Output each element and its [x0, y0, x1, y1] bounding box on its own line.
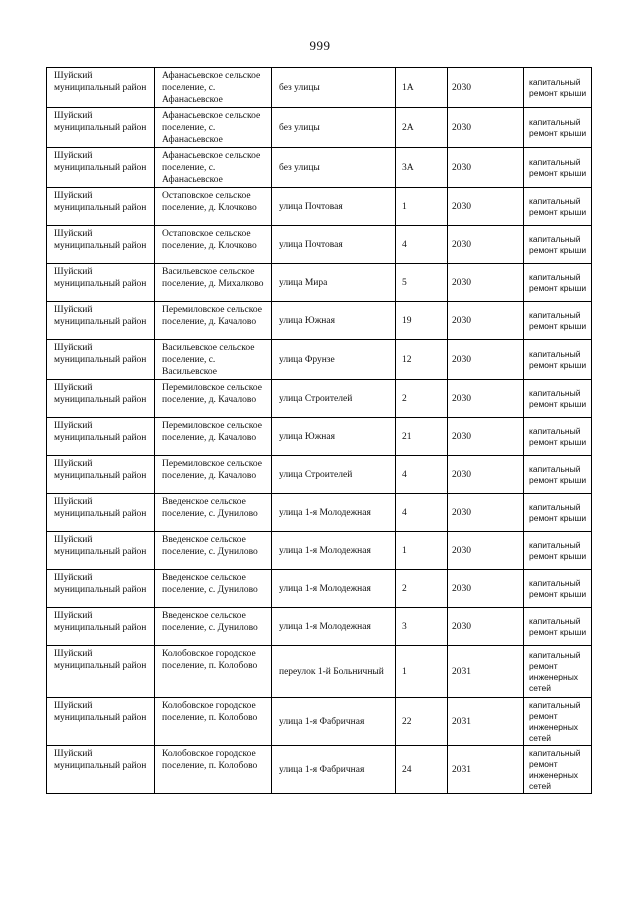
- house-number-cell: 2А: [396, 108, 448, 148]
- work-type-cell: капитальный ремонт крыши: [524, 226, 592, 264]
- house-number-cell: 4: [396, 456, 448, 494]
- house-number-cell: 1: [396, 532, 448, 570]
- house-number-cell: 22: [396, 698, 448, 746]
- work-type-cell: капитальный ремонт крыши: [524, 302, 592, 340]
- house-number-cell: 21: [396, 418, 448, 456]
- settlement-cell: Васильевское сельское поселение, д. Михалково: [155, 264, 272, 302]
- district-cell: Шуйский муниципальный район: [47, 264, 155, 302]
- street-cell: улица 1-я Молодежная: [272, 570, 396, 608]
- year-cell: 2030: [448, 570, 524, 608]
- work-type-cell: капитальный ремонт инженерных сетей: [524, 646, 592, 698]
- table-row: [47, 226, 592, 264]
- settlement-cell: Введенское сельское поселение, с. Дунилово: [155, 608, 272, 646]
- settlement-cell: Перемиловское сельское поселение, д. Качалово: [155, 302, 272, 340]
- work-type-cell: капитальный ремонт инженерных сетей: [524, 698, 592, 746]
- district-cell: Шуйский муниципальный район: [47, 340, 155, 380]
- table-row: [47, 570, 592, 608]
- work-type-cell: капитальный ремонт крыши: [524, 68, 592, 108]
- year-cell: 2030: [448, 302, 524, 340]
- settlement-cell: Введенское сельское поселение, с. Дунилово: [155, 570, 272, 608]
- house-number-cell: 2: [396, 380, 448, 418]
- district-cell: Шуйский муниципальный район: [47, 746, 155, 794]
- house-number-cell: 24: [396, 746, 448, 794]
- district-cell: Шуйский муниципальный район: [47, 68, 155, 108]
- work-type-cell: капитальный ремонт крыши: [524, 264, 592, 302]
- street-cell: улица 1-я Молодежная: [272, 494, 396, 532]
- table-row: [47, 646, 592, 698]
- table-row: [47, 608, 592, 646]
- table-row: [47, 148, 592, 188]
- settlement-cell: Остаповское сельское поселение, д. Клочково: [155, 188, 272, 226]
- street-cell: без улицы: [272, 108, 396, 148]
- house-number-cell: 3: [396, 608, 448, 646]
- work-type-cell: капитальный ремонт инженерных сетей: [524, 746, 592, 794]
- settlement-cell: Афанасьевское сельское поселение, с. Афанасьевское: [155, 108, 272, 148]
- table-row: [47, 746, 592, 794]
- settlement-cell: Перемиловское сельское поселение, д. Качалово: [155, 380, 272, 418]
- work-type-cell: капитальный ремонт крыши: [524, 608, 592, 646]
- street-cell: улица Строителей: [272, 456, 396, 494]
- house-number-cell: 2: [396, 570, 448, 608]
- table-row: [47, 532, 592, 570]
- house-number-cell: 4: [396, 494, 448, 532]
- street-cell: улица Почтовая: [272, 226, 396, 264]
- table-row: [47, 340, 592, 380]
- page-number: 999: [309, 38, 331, 53]
- settlement-cell: Афанасьевское сельское поселение, с. Афанасьевское: [155, 148, 272, 188]
- year-cell: 2030: [448, 264, 524, 302]
- settlement-cell: Колобовское городское поселение, п. Колобово: [155, 698, 272, 746]
- year-cell: 2030: [448, 494, 524, 532]
- house-number-cell: 4: [396, 226, 448, 264]
- work-type-cell: капитальный ремонт крыши: [524, 456, 592, 494]
- district-cell: Шуйский муниципальный район: [47, 608, 155, 646]
- street-cell: улица Мира: [272, 264, 396, 302]
- year-cell: 2030: [448, 380, 524, 418]
- work-type-cell: капитальный ремонт крыши: [524, 532, 592, 570]
- street-cell: переулок 1-й Больничный: [272, 646, 396, 698]
- district-cell: Шуйский муниципальный район: [47, 380, 155, 418]
- street-cell: без улицы: [272, 148, 396, 188]
- district-cell: Шуйский муниципальный район: [47, 494, 155, 532]
- district-cell: Шуйский муниципальный район: [47, 532, 155, 570]
- district-cell: Шуйский муниципальный район: [47, 646, 155, 698]
- year-cell: 2030: [448, 108, 524, 148]
- district-cell: Шуйский муниципальный район: [47, 418, 155, 456]
- street-cell: улица Почтовая: [272, 188, 396, 226]
- house-number-cell: 1: [396, 646, 448, 698]
- settlement-cell: Остаповское сельское поселение, д. Клочково: [155, 226, 272, 264]
- settlement-cell: Афанасьевское сельское поселение, с. Афанасьевское: [155, 68, 272, 108]
- district-cell: Шуйский муниципальный район: [47, 698, 155, 746]
- work-type-cell: капитальный ремонт крыши: [524, 188, 592, 226]
- street-cell: улица Южная: [272, 302, 396, 340]
- work-type-cell: капитальный ремонт крыши: [524, 418, 592, 456]
- house-number-cell: 12: [396, 340, 448, 380]
- district-cell: Шуйский муниципальный район: [47, 456, 155, 494]
- street-cell: улица Строителей: [272, 380, 396, 418]
- street-cell: улица 1-я Молодежная: [272, 608, 396, 646]
- table-row: [47, 188, 592, 226]
- table-row: [47, 456, 592, 494]
- work-type-cell: капитальный ремонт крыши: [524, 494, 592, 532]
- settlement-cell: Колобовское городское поселение, п. Колобово: [155, 746, 272, 794]
- street-cell: улица Южная: [272, 418, 396, 456]
- table-row: [47, 108, 592, 148]
- year-cell: 2031: [448, 746, 524, 794]
- year-cell: 2030: [448, 418, 524, 456]
- house-number-cell: 1А: [396, 68, 448, 108]
- year-cell: 2030: [448, 188, 524, 226]
- house-number-cell: 5: [396, 264, 448, 302]
- settlement-cell: Введенское сельское поселение, с. Дунилово: [155, 494, 272, 532]
- year-cell: 2030: [448, 456, 524, 494]
- year-cell: 2030: [448, 532, 524, 570]
- settlement-cell: Введенское сельское поселение, с. Дунилово: [155, 532, 272, 570]
- year-cell: 2030: [448, 68, 524, 108]
- year-cell: 2030: [448, 148, 524, 188]
- settlement-cell: Васильевское сельское поселение, с. Васильевское: [155, 340, 272, 380]
- table-row: [47, 302, 592, 340]
- year-cell: 2031: [448, 646, 524, 698]
- table-row: [47, 380, 592, 418]
- street-cell: улица 1-я Фабричная: [272, 698, 396, 746]
- housing-repair-table: [46, 67, 592, 794]
- district-cell: Шуйский муниципальный район: [47, 226, 155, 264]
- street-cell: улица Фрунзе: [272, 340, 396, 380]
- district-cell: Шуйский муниципальный район: [47, 570, 155, 608]
- street-cell: без улицы: [272, 68, 396, 108]
- house-number-cell: 3А: [396, 148, 448, 188]
- settlement-cell: Перемиловское сельское поселение, д. Качалово: [155, 456, 272, 494]
- work-type-cell: капитальный ремонт крыши: [524, 148, 592, 188]
- year-cell: 2031: [448, 698, 524, 746]
- table-row: [47, 698, 592, 746]
- settlement-cell: Перемиловское сельское поселение, д. Качалово: [155, 418, 272, 456]
- work-type-cell: капитальный ремонт крыши: [524, 108, 592, 148]
- district-cell: Шуйский муниципальный район: [47, 148, 155, 188]
- work-type-cell: капитальный ремонт крыши: [524, 380, 592, 418]
- table-row: [47, 494, 592, 532]
- work-type-cell: капитальный ремонт крыши: [524, 570, 592, 608]
- table-row: [47, 68, 592, 108]
- year-cell: 2030: [448, 226, 524, 264]
- district-cell: Шуйский муниципальный район: [47, 302, 155, 340]
- house-number-cell: 1: [396, 188, 448, 226]
- table-row: [47, 264, 592, 302]
- street-cell: улица 1-я Молодежная: [272, 532, 396, 570]
- work-type-cell: капитальный ремонт крыши: [524, 340, 592, 380]
- year-cell: 2030: [448, 608, 524, 646]
- table-row: [47, 418, 592, 456]
- district-cell: Шуйский муниципальный район: [47, 188, 155, 226]
- district-cell: Шуйский муниципальный район: [47, 108, 155, 148]
- settlement-cell: Колобовское городское поселение, п. Колобово: [155, 646, 272, 698]
- street-cell: улица 1-я Фабричная: [272, 746, 396, 794]
- year-cell: 2030: [448, 340, 524, 380]
- house-number-cell: 19: [396, 302, 448, 340]
